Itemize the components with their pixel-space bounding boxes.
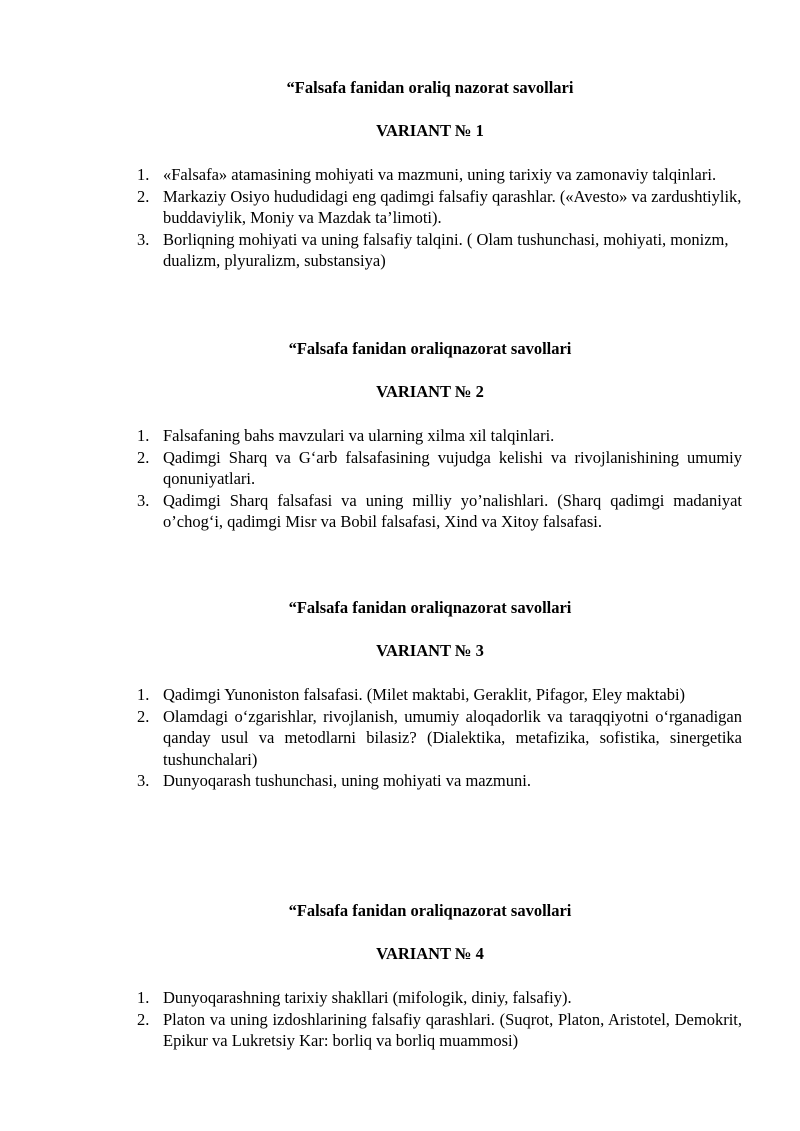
question-number: 2. — [137, 447, 150, 467]
variant-heading: VARIANT № 2 — [376, 382, 484, 401]
question-number: 1. — [137, 426, 150, 445]
question-number: 2. — [137, 186, 150, 206]
question-text: «Falsafa» atamasining mohiyati va mazmuni, uning tarixiy va zamonaviy talqinlari. — [163, 165, 717, 184]
question-item — [0, 186, 742, 229]
question-item — [0, 490, 742, 533]
question-item — [0, 229, 742, 272]
question-item — [0, 425, 742, 447]
variant-3-section — [0, 597, 800, 790]
question-list — [0, 684, 742, 792]
question-text: Qadimgi Sharq falsafasi va uning milliy yo’nalishlari. (Sharq qadimgi madaniyat o’chog‘i, qadimgi Misr va Bobil falsafasi, Xind va Xitoy falsafasi. — [163, 490, 742, 531]
question-text: Qadimgi Yunoniston falsafasi. (Milet maktabi, Geraklit, Pifagor, Eley maktabi) — [163, 685, 686, 704]
question-text: Dunyoqarashning tarixiy shakllari (mifologik, diniy, falsafiy). — [163, 988, 572, 1007]
variant-heading: VARIANT № 4 — [376, 944, 484, 963]
question-item — [0, 1009, 742, 1052]
question-text: Olamdagi o‘zgarishlar, rivojlanish, umumiy aloqadorlik va taraqqiyotni o‘rganadigan qanday usul va metodlarni bilasiz? (Dialektika, metafizika, sofistika, sinergetika tushunchalari) — [163, 706, 742, 769]
section-title: “Falsafa fanidan oraliqnazorat savollari — [288, 901, 572, 920]
section-title: “Falsafa fanidan oraliqnazorat savollari — [288, 339, 572, 358]
question-number: 3. — [137, 229, 150, 249]
variant-heading: VARIANT № 3 — [376, 641, 484, 660]
variant-2-section — [0, 338, 800, 531]
section-title: “Falsafa fanidan oraliqnazorat savollari — [288, 598, 572, 617]
variant-heading: VARIANT № 1 — [376, 121, 484, 140]
question-item — [0, 987, 742, 1009]
question-number: 3. — [137, 490, 150, 510]
variant-1-section — [0, 77, 800, 270]
question-item — [0, 684, 742, 706]
question-number: 3. — [137, 771, 150, 790]
question-item — [0, 164, 742, 186]
question-text: Qadimgi Sharq va G‘arb falsafasining vujudga kelishi va rivojlanishining umumiy qonuniyatlari. — [163, 447, 742, 488]
question-number: 1. — [137, 685, 150, 704]
question-item — [0, 770, 742, 792]
question-number: 1. — [137, 988, 150, 1007]
question-text: Markaziy Osiyo hududidagi eng qadimgi falsafiy qarashlar. («Avesto» va zardushtiylik, buddaviylik, Moniy va Mazdak ta’limoti). — [163, 186, 742, 227]
question-item — [0, 447, 742, 490]
question-list — [0, 987, 742, 1052]
question-list — [0, 164, 742, 272]
question-text: Platon va uning izdoshlarining falsafiy qarashlari. (Suqrot, Platon, Aristotel, Demokrit, Epikur va Lukretsiy Kar: borliq va borliq muammosi) — [163, 1009, 742, 1050]
question-list — [0, 425, 742, 533]
question-number: 1. — [137, 165, 150, 184]
question-item — [0, 706, 742, 771]
variant-4-section — [0, 900, 800, 1050]
question-number: 2. — [137, 1009, 150, 1029]
question-number: 2. — [137, 706, 150, 726]
section-title: “Falsafa fanidan oraliq nazorat savollari — [286, 78, 574, 97]
question-text: Dunyoqarash tushunchasi, uning mohiyati va mazmuni. — [163, 771, 531, 790]
question-text: Falsafaning bahs mavzulari va ularning xilma xil talqinlari. — [163, 426, 555, 445]
question-text: Borliqning mohiyati va uning falsafiy talqini. ( Olam tushunchasi, mohiyati, monizm, dualizm, plyuralizm, substansiya) — [163, 229, 729, 270]
